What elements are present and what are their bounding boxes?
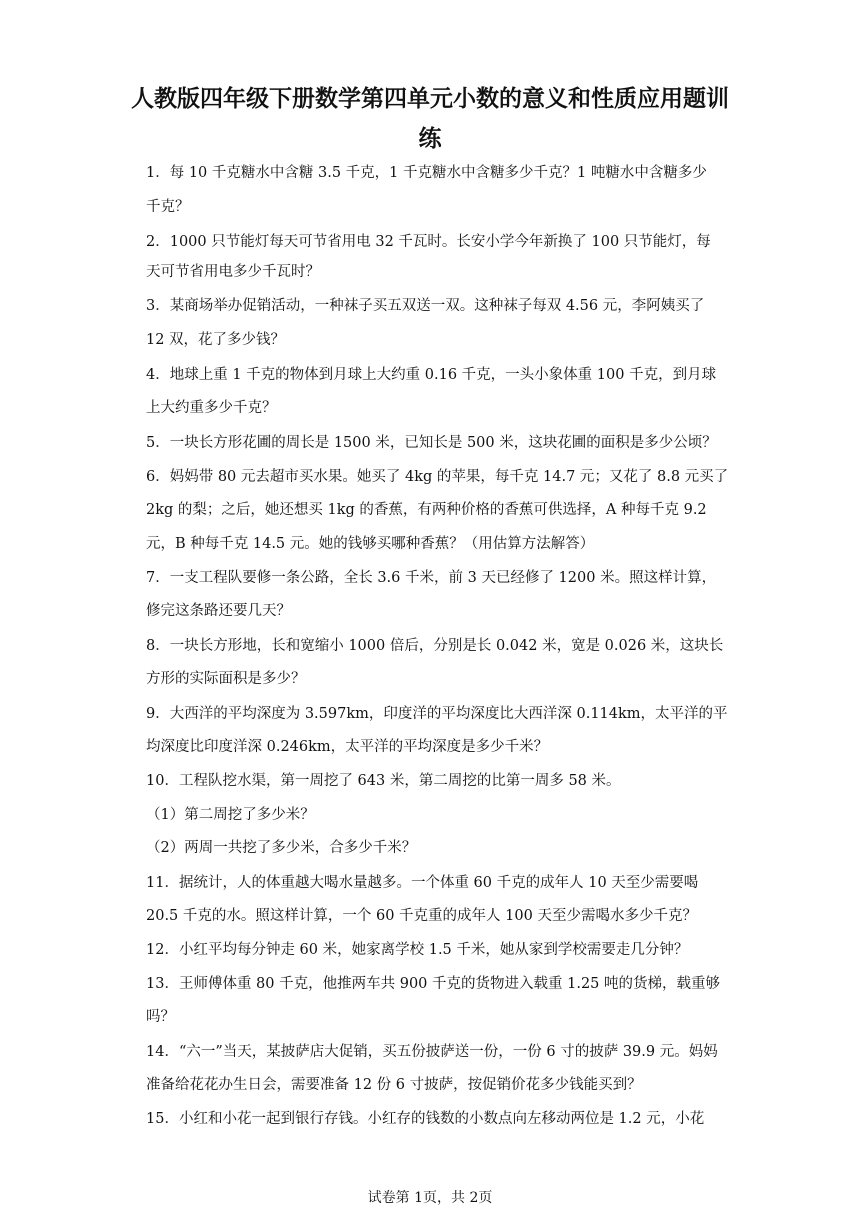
question-10-part-2: （2）两周一共挖了多少米，合多少千米？ bbox=[146, 840, 417, 856]
question-3-line-2: 12 双，花了多少钱？ bbox=[146, 332, 286, 348]
question-4-line-1: 4．地球上重 1 千克的物体到月球上大约重 0.16 千克，一头小象体重 100 千克，到月球 bbox=[146, 367, 717, 383]
question-3-line-1: 3．某商场举办促销活动，一种袜子买五双送一双。这种袜子每双 4.56 元，李阿姨买了 bbox=[146, 298, 705, 314]
question-11-line-1: 11．据统计，人的体重越大喝水量越多。一个体重 60 千克的成年人 10 天至少需要喝 bbox=[146, 875, 699, 891]
page-title-line-2: 练 bbox=[418, 126, 442, 152]
page-footer: 试卷第 1页，共 2页 bbox=[367, 1190, 493, 1206]
question-1-line-1: 1．每 10 千克糖水中含糖 3.5 千克，1 千克糖水中含糖多少千克？1 吨糖水中含糖多少 bbox=[146, 165, 707, 181]
question-10-part-1: （1）第二周挖了多少米？ bbox=[146, 807, 315, 823]
question-6-line-2: 2kg 的梨；之后，她还想买 1kg 的香蕉，有两种价格的香蕉可供选择，A 种每千克 9.2 bbox=[146, 502, 707, 518]
question-6-line-3: 元，B 种每千克 14.5 元。她的钱够买哪种香蕉？（用估算方法解答） bbox=[146, 536, 595, 552]
question-15-line-1: 15．小红和小花一起到银行存钱。小红存的钱数的小数点向左移动两位是 1.2 元，小花 bbox=[146, 1111, 705, 1127]
question-13-line-1: 13．王师傅体重 80 千克，他推两车共 900 千克的货物进入载重 1.25 吨的货梯，载重够 bbox=[146, 976, 721, 992]
question-10-line-1: 10．工程队挖水渠，第一周挖了 643 米，第二周挖的比第一周多 58 米。 bbox=[146, 773, 621, 789]
question-11-line-2: 20.5 千克的水。照这样计算，一个 60 千克重的成年人 100 天至少需喝水多少千克？ bbox=[146, 908, 697, 924]
question-8-line-1: 8．一块长方形地，长和宽缩小 1000 倍后，分别是长 0.042 米，宽是 0.026 米，这块长 bbox=[146, 638, 724, 654]
question-7-line-1: 7．一支工程队要修一条公路，全长 3.6 千米，前 3 天已经修了 1200 米。照这样计算， bbox=[146, 570, 717, 586]
question-5-line-1: 5．一块长方形花圃的周长是 1500 米，已知长是 500 米，这块花圃的面积是多少公顷？ bbox=[146, 435, 717, 451]
question-7-line-2: 修完这条路还要几天？ bbox=[146, 603, 291, 619]
question-6-line-1: 6．妈妈带 80 元去超市买水果。她买了 4kg 的苹果，每千克 14.7 元；又花了 8.8 元买了 bbox=[146, 469, 729, 485]
page-title-line-1: 人教版四年级下册数学第四单元小数的意义和性质应用题训 bbox=[131, 86, 729, 112]
question-4-line-2: 上大约重多少千克？ bbox=[146, 400, 277, 416]
question-9-line-1: 9．大西洋的平均深度为 3.597km，印度洋的平均深度比大西洋深 0.114km，太平洋的平 bbox=[146, 706, 728, 722]
question-12-line-1: 12．小红平均每分钟走 60 米，她家离学校 1.5 千米，她从家到学校需要走几分钟？ bbox=[146, 942, 689, 958]
question-2-line-2: 天可节省用电多少千瓦时？ bbox=[146, 264, 320, 280]
question-13-line-2: 吗？ bbox=[146, 1009, 175, 1025]
question-1-line-2: 千克？ bbox=[146, 199, 190, 215]
question-14-line-1: 14．“六一”当天，某披萨店大促销，买五份披萨送一份，一份 6 寸的披萨 39.9 元。妈妈 bbox=[146, 1044, 718, 1060]
question-2-line-1: 2．1000 只节能灯每天可节省用电 32 千瓦时。长安小学今年新换了 100 只节能灯，每 bbox=[146, 234, 711, 250]
question-14-line-2: 准备给花花办生日会，需要准备 12 份 6 寸披萨，按促销价花多少钱能买到？ bbox=[146, 1077, 642, 1093]
question-8-line-2: 方形的实际面积是多少？ bbox=[146, 671, 306, 687]
question-9-line-2: 均深度比印度洋深 0.246km，太平洋的平均深度是多少千米？ bbox=[146, 739, 549, 755]
